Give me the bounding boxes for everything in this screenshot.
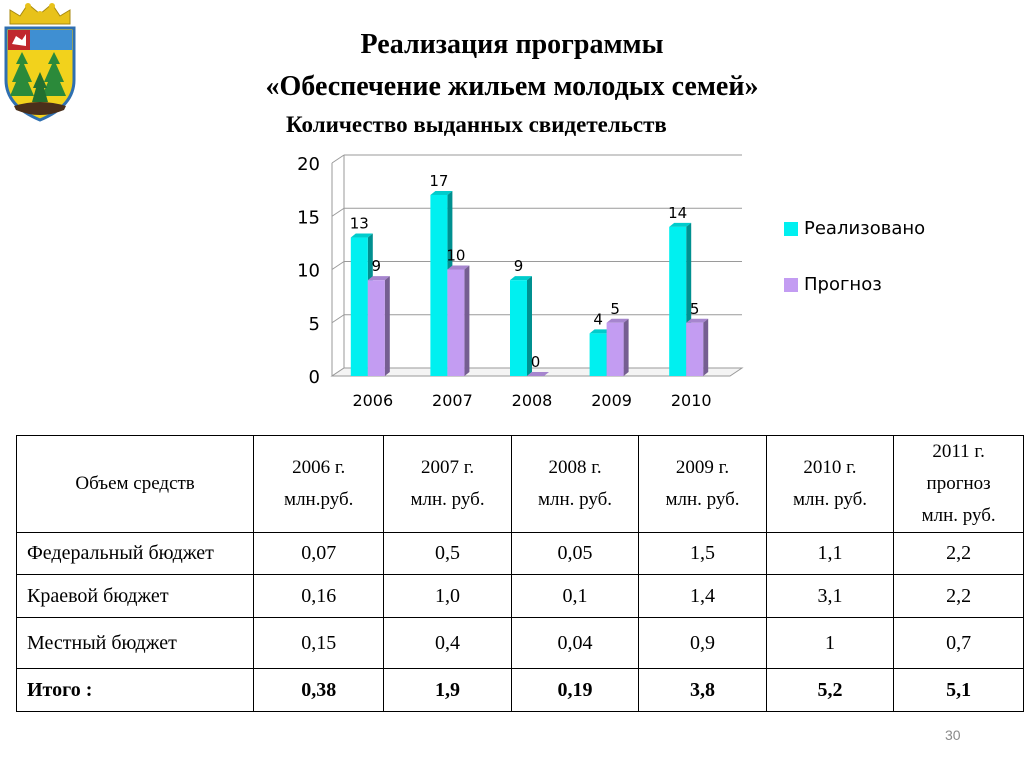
bar [590, 333, 607, 376]
row-label-cell: Местный бюджет [17, 618, 254, 669]
value-cell: 0,1 [511, 575, 638, 618]
data-label: 13 [349, 214, 369, 233]
header-cell [511, 436, 638, 533]
y-tick-label: 5 [308, 313, 320, 335]
data-label: 9 [371, 257, 382, 276]
value-cell: 0,4 [384, 618, 511, 669]
x-tick-label: 2009 [591, 391, 632, 410]
value-cell: 0,19 [511, 669, 638, 712]
legend-swatch [784, 278, 798, 292]
bar-chart [290, 145, 770, 420]
slide-number: 30 [945, 727, 961, 743]
header-cell-line: млн. руб. [792, 489, 868, 510]
legend-label: Реализовано [804, 218, 926, 239]
value-cell: 1,9 [384, 669, 511, 712]
data-label: 14 [668, 203, 688, 222]
value-cell: 1,5 [639, 533, 766, 575]
table-body [17, 533, 1024, 712]
header-cell-line: млн. руб. [410, 489, 485, 510]
header-cell [254, 436, 384, 533]
value-cell: 2,2 [894, 533, 1024, 575]
bar [607, 323, 624, 376]
y-tick-label: 15 [297, 207, 320, 229]
gridline-side [332, 208, 344, 216]
header-cell-line: млн. руб. [537, 489, 613, 510]
header-cell-line: 2006 г. [292, 457, 346, 478]
table-row [17, 575, 1024, 618]
value-cell: 2,2 [894, 575, 1024, 618]
value-cell: 0,9 [639, 618, 766, 669]
y-tick-label: 10 [297, 260, 320, 282]
header-cell-line: 2009 г. [675, 457, 730, 478]
y-tick-label: 0 [308, 367, 320, 388]
data-label: 10 [446, 246, 466, 265]
header-cell [384, 436, 511, 533]
chart-subtitle: Количество выданных свидетельств [286, 112, 667, 137]
header-cell [766, 436, 893, 533]
data-label: 4 [593, 310, 603, 329]
coat-of-arms-icon [2, 2, 78, 122]
value-cell: 5,2 [766, 669, 893, 712]
gridline-side [332, 155, 344, 163]
funding-table [16, 435, 1024, 712]
legend-item [784, 218, 925, 239]
data-label: 5 [689, 299, 700, 318]
value-cell: 3,8 [639, 669, 766, 712]
title-line-2: «Обеспечение жильем молодых семей» [265, 71, 759, 102]
value-cell: 1,1 [766, 533, 893, 575]
data-label: 9 [513, 257, 524, 276]
value-cell: 0,38 [254, 669, 384, 712]
bar [686, 323, 703, 376]
header-cell-line: Объем средств [75, 473, 195, 494]
table-row [17, 669, 1024, 712]
x-tick-label: 2010 [670, 391, 712, 410]
header-cell-line: млн.руб. [284, 489, 354, 510]
table-header-row [17, 436, 1024, 533]
header-cell-line: млн. руб. [921, 505, 996, 526]
x-tick-label: 2008 [511, 391, 553, 410]
x-tick-label: 2007 [432, 391, 473, 410]
legend-item [784, 274, 882, 295]
bar [368, 280, 385, 376]
header-cell-line: 2008 г. [548, 457, 602, 478]
bar-side [464, 266, 469, 377]
row-label-cell: Федеральный бюджет [17, 533, 254, 575]
header-cell-line: 2010 г. [803, 457, 857, 478]
y-tick-label: 20 [297, 154, 320, 175]
table-row [17, 618, 1024, 669]
value-cell: 0,07 [254, 533, 384, 575]
header-cell [17, 436, 254, 533]
bar-side [385, 276, 390, 376]
row-label-cell: Итого : [17, 669, 254, 712]
value-cell: 1,0 [384, 575, 511, 618]
bar [447, 270, 464, 377]
value-cell: 0,16 [254, 575, 384, 618]
value-cell: 3,1 [766, 575, 893, 618]
header-cell [894, 436, 1024, 533]
title-line-1: Реализация программы [360, 29, 664, 60]
gridline-side [332, 262, 344, 270]
value-cell: 0,15 [254, 618, 384, 669]
value-cell: 0,04 [511, 618, 638, 669]
table-row [17, 533, 1024, 575]
value-cell: 1 [766, 618, 893, 669]
header-cell [639, 436, 766, 533]
data-label: 5 [610, 299, 620, 318]
row-label-cell: Краевой бюджет [17, 575, 254, 618]
data-label: 0 [530, 353, 541, 371]
x-tick-label: 2006 [352, 391, 394, 410]
data-label: 17 [429, 171, 449, 190]
header-cell-line: прогноз [926, 473, 991, 494]
value-cell: 5,1 [894, 669, 1024, 712]
bar-side [703, 319, 708, 376]
legend-swatch [784, 222, 798, 236]
header-cell-line: млн. руб. [665, 489, 740, 510]
legend-label: Прогноз [804, 274, 882, 295]
gridline-side [332, 315, 344, 323]
bar [351, 238, 368, 376]
value-cell: 1,4 [639, 575, 766, 618]
header-cell-line: 2007 г. [420, 457, 475, 478]
bar [430, 195, 447, 376]
value-cell: 0,5 [384, 533, 511, 575]
bar-side [624, 319, 629, 376]
value-cell: 0,05 [511, 533, 638, 575]
bar [669, 227, 686, 376]
header-cell-line: 2011 г. [932, 441, 985, 462]
value-cell: 0,7 [894, 618, 1024, 669]
bar [510, 280, 527, 376]
